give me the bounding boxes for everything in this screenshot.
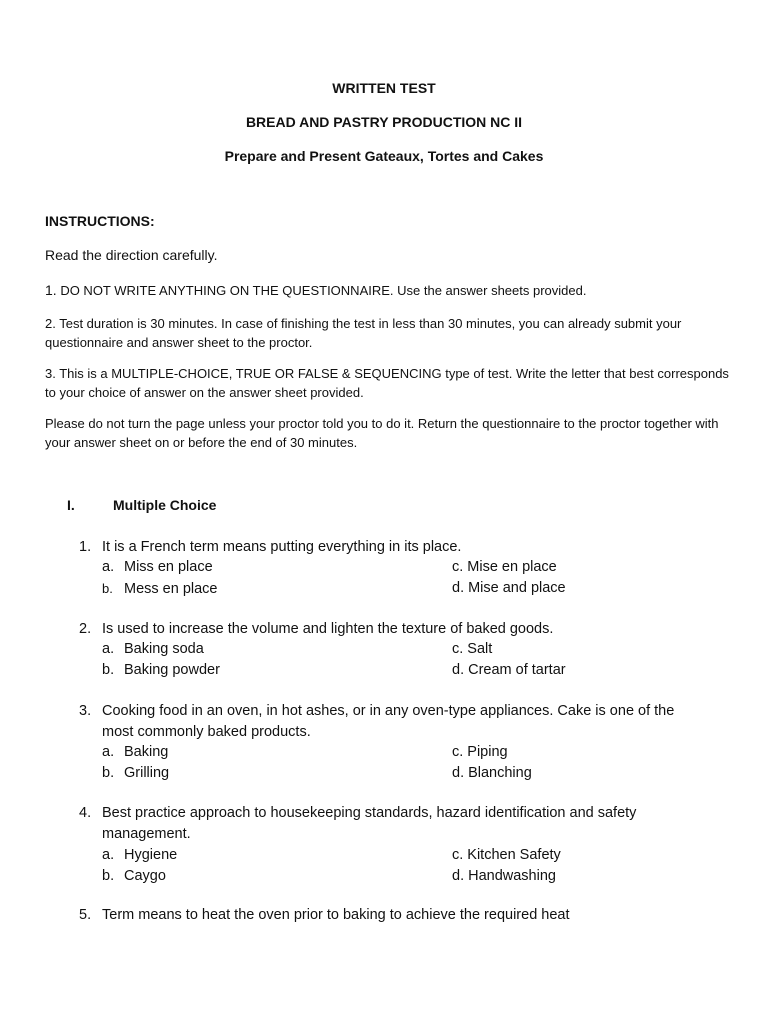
instruction-item-2: 2. Test duration is 30 minutes. In case of finishing the test in less than 30 minutes, you can already submit your questionnaire and answer sheet to the proctor. xyxy=(45,316,682,350)
option-d xyxy=(452,763,532,784)
option-letter: b. xyxy=(102,581,113,596)
topic-title: Prepare and Present Gateaux, Tortes and Cakes xyxy=(224,148,544,164)
option-b xyxy=(102,660,220,681)
option-letter: c. xyxy=(452,847,464,863)
option-c xyxy=(452,845,561,866)
option-letter: c. xyxy=(452,559,464,575)
option-a xyxy=(102,557,213,578)
option-letter: b. xyxy=(102,868,115,884)
option-letter: d. xyxy=(452,580,465,596)
option-text: Handwashing xyxy=(468,868,556,884)
option-letter: d. xyxy=(452,662,465,678)
option-text: Miss en place xyxy=(124,559,213,575)
option-a xyxy=(102,845,177,866)
option-text: Baking xyxy=(124,744,169,760)
section-title: Multiple Choice xyxy=(113,497,217,513)
option-letter: a. xyxy=(102,744,115,760)
instruction-item-4: Please do not turn the page unless your proctor told you to do it. Return the questionnaire to the proctor together with your answer sheet on or before the end of 30 minutes. xyxy=(45,416,719,450)
option-b xyxy=(102,578,218,600)
option-c xyxy=(452,639,492,660)
option-c xyxy=(452,742,508,763)
option-text: Blanching xyxy=(468,765,532,781)
option-text: Mise en place xyxy=(467,559,557,575)
option-b xyxy=(102,763,169,784)
option-text: Cream of tartar xyxy=(468,662,566,678)
instruction-item-1 xyxy=(45,281,735,300)
instruction-number: 1. xyxy=(45,282,57,298)
question-number: 3. xyxy=(79,703,92,719)
option-letter: a. xyxy=(102,847,115,863)
option-text: Hygiene xyxy=(124,847,178,863)
question-number: 1. xyxy=(79,539,92,555)
question-text: Cooking food in an oven, in hot ashes, or in any oven-type appliances. Cake is one of the most commonly baked products. xyxy=(102,703,675,740)
instruction-item-3: 3. This is a MULTIPLE-CHOICE, TRUE OR FALSE & SEQUENCING type of test. Write the letter that best corresponds to your choice of answer on the answer sheet provided. xyxy=(45,366,729,400)
instructions-heading: INSTRUCTIONS: xyxy=(45,213,155,229)
option-b xyxy=(102,866,166,887)
option-letter: c. xyxy=(452,641,464,657)
option-text: Mise and place xyxy=(468,580,566,596)
option-text: Salt xyxy=(467,641,493,657)
option-text: Baking soda xyxy=(124,641,204,657)
option-letter: b. xyxy=(102,765,115,781)
option-letter: c. xyxy=(452,744,464,760)
option-letter: a. xyxy=(102,641,115,657)
option-letter: a. xyxy=(102,559,115,575)
option-letter: b. xyxy=(102,662,115,678)
option-c xyxy=(452,557,557,578)
question-text: Best practice approach to housekeeping standards, hazard identification and safety management. xyxy=(102,805,637,842)
option-d xyxy=(452,578,566,599)
question-text: Term means to heat the oven prior to baking to achieve the required heat xyxy=(102,907,570,923)
page-title: WRITTEN TEST xyxy=(332,80,436,96)
read-direction-text: Read the direction carefully. xyxy=(45,247,218,263)
section-number: I. xyxy=(67,497,75,513)
course-title: BREAD AND PASTRY PRODUCTION NC II xyxy=(245,114,523,130)
question-text: It is a French term means putting everything in its place. xyxy=(102,539,462,555)
question-number: 2. xyxy=(79,621,92,637)
option-a xyxy=(102,639,204,660)
option-text: Kitchen Safety xyxy=(467,847,561,863)
question-number: 4. xyxy=(79,805,92,821)
option-letter: d. xyxy=(452,868,465,884)
option-text: Caygo xyxy=(124,868,166,884)
option-text: Piping xyxy=(467,744,508,760)
instruction-text: DO NOT WRITE ANYTHING ON THE QUESTIONNAIRE. Use the answer sheets provided. xyxy=(60,283,587,298)
question-text: Is used to increase the volume and lighten the texture of baked goods. xyxy=(102,621,554,637)
option-text: Baking powder xyxy=(124,662,220,678)
option-a xyxy=(102,742,168,763)
option-text: Grilling xyxy=(124,765,170,781)
option-d xyxy=(452,660,566,681)
question-number: 5. xyxy=(79,907,92,923)
option-letter: d. xyxy=(452,765,465,781)
option-text: Mess en place xyxy=(124,581,218,597)
option-d xyxy=(452,866,556,887)
